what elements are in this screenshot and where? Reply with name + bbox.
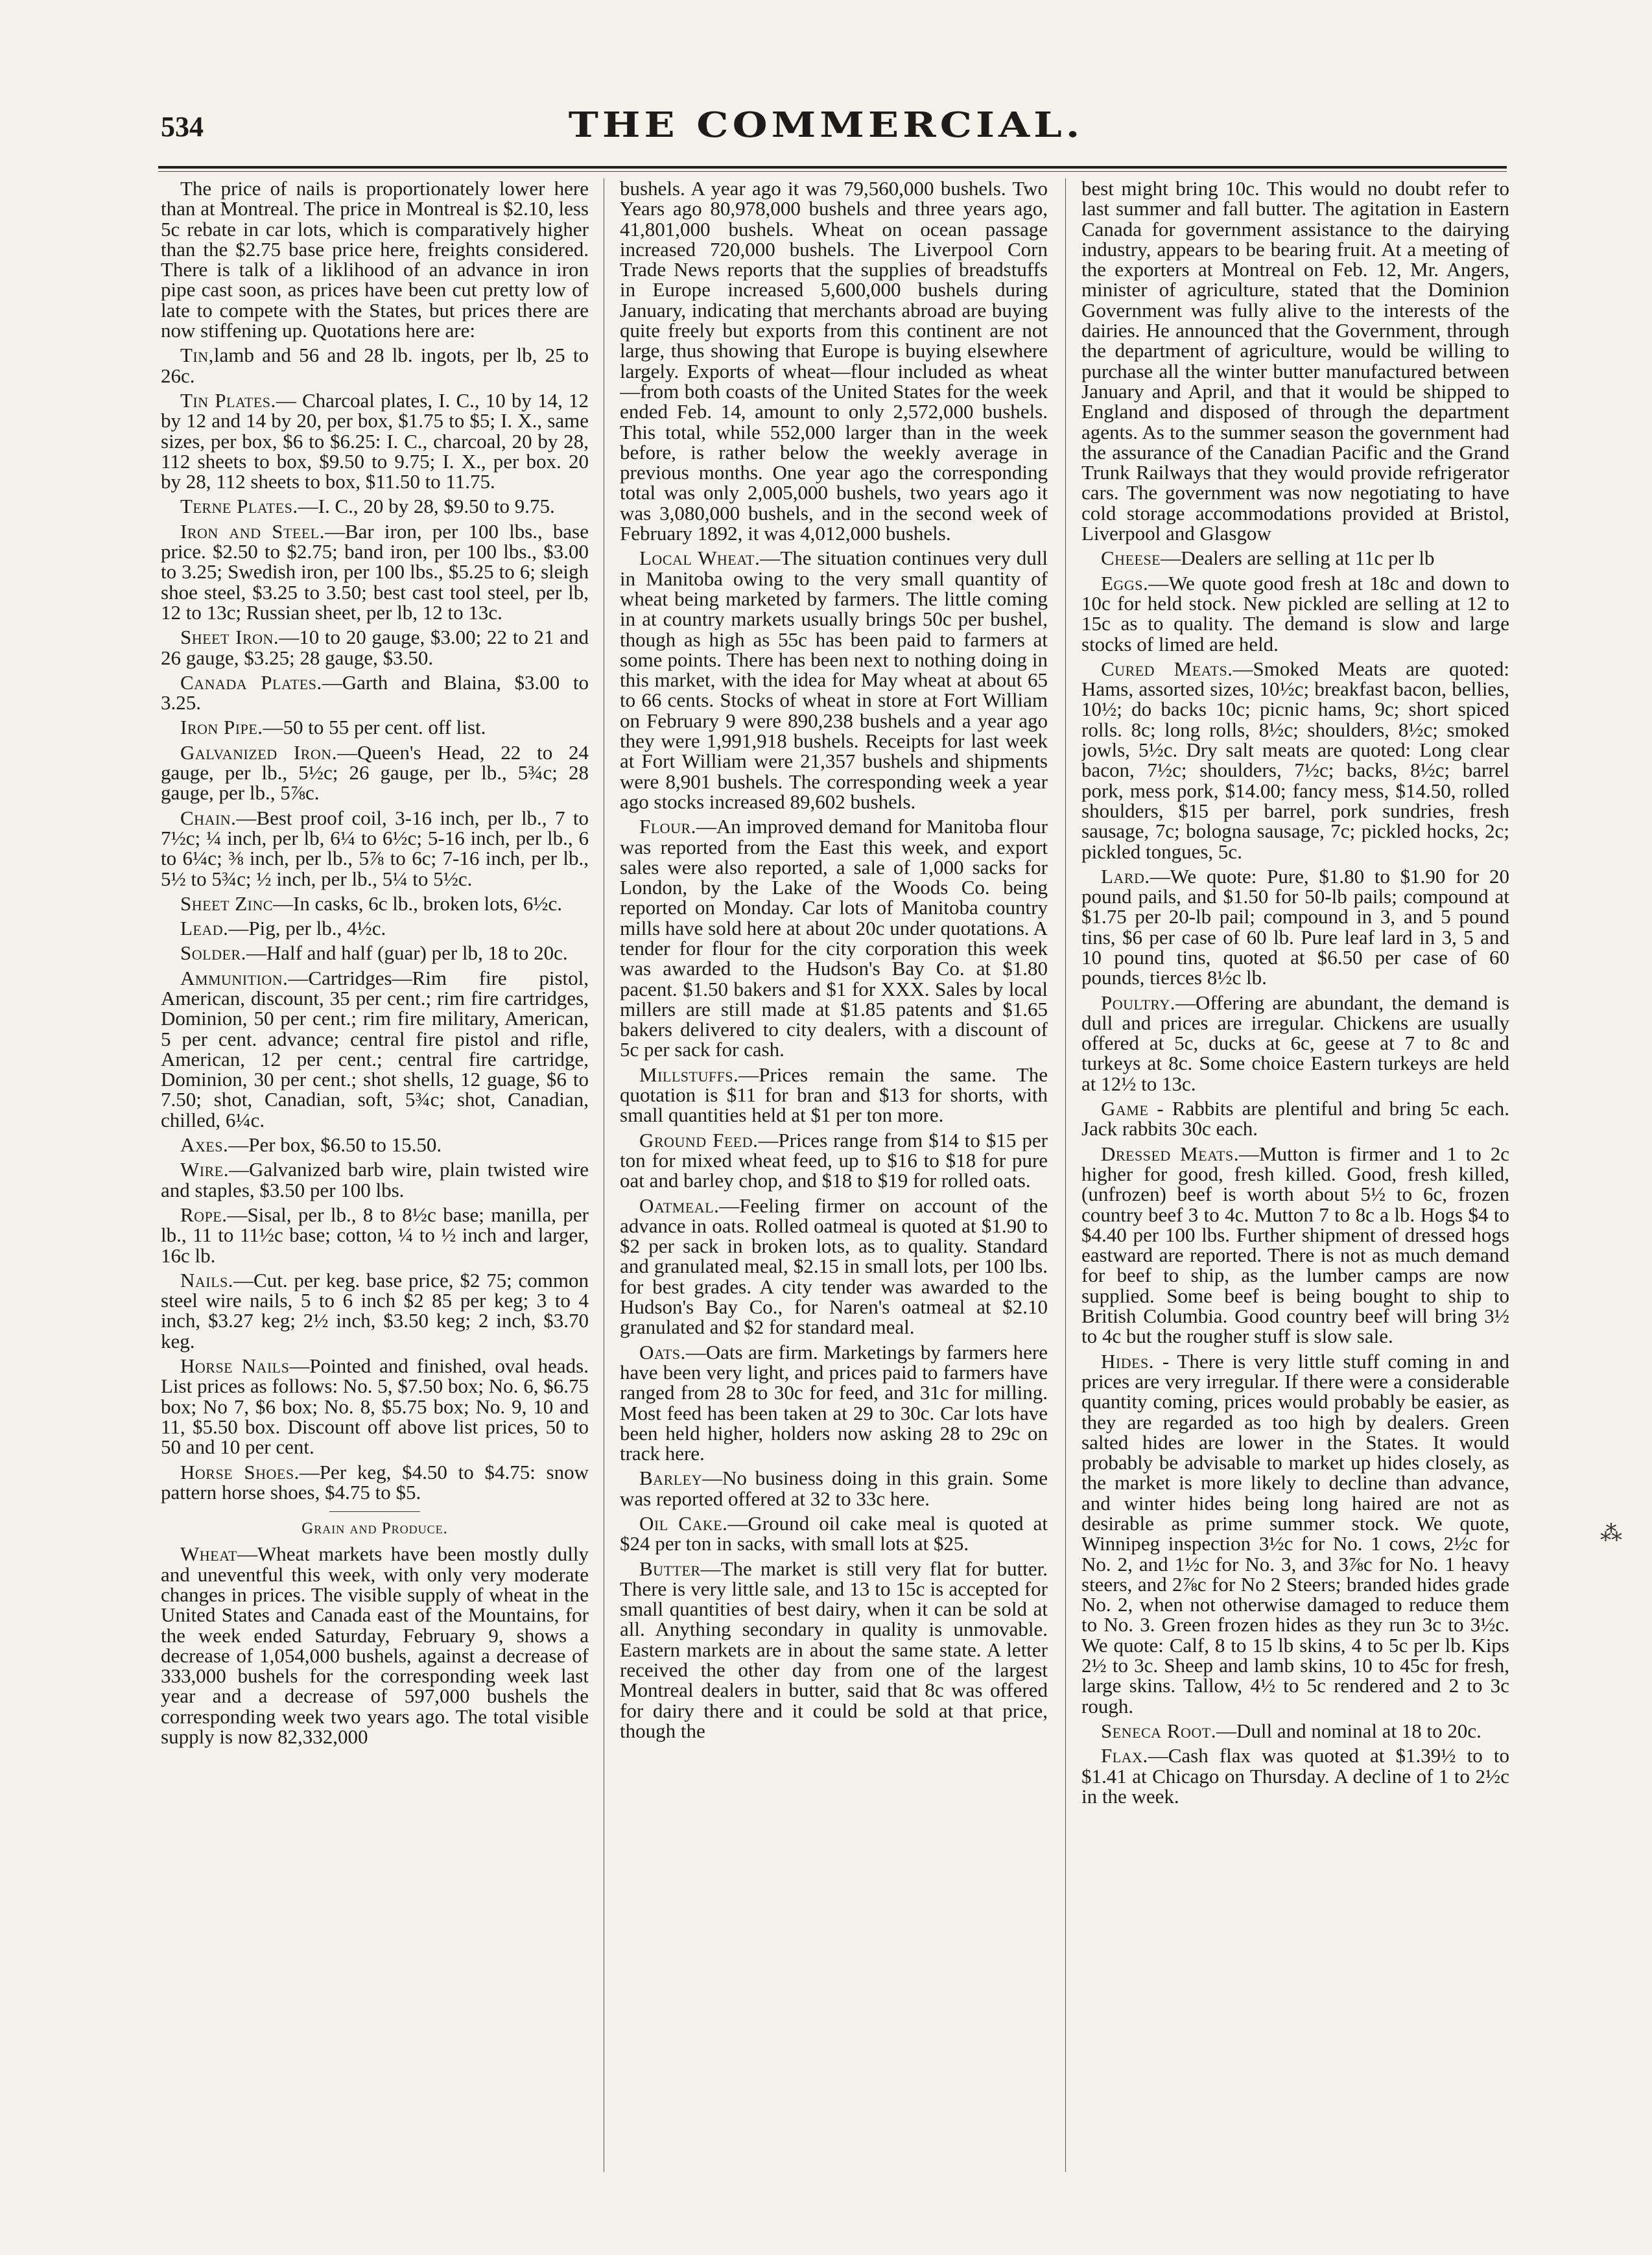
paragraph-text: - Rabbits are plentiful and bring 5c each. Jack rabbits 30c each. — [1081, 1097, 1509, 1140]
paragraph-heading: Sheet Zinc — [180, 891, 274, 915]
paragraph-text: —Bar iron, per 100 lbs., base price. $2.50 to $2.75; band iron, per 100 lbs., $3.00 to 3.25; Swedish iron, per 100 lbs., $5.25 to 6; sleigh shoe steel, $3.25 to 3.50; best cast tool steel, per lb, 12 to 13c; Russian sheet, per lb, 12 to 13c. — [161, 519, 589, 624]
column-1 — [161, 178, 589, 2175]
header-rule-thin — [158, 171, 1507, 172]
paragraph-heading: Terne Plates. — [180, 495, 298, 518]
paragraph-text: —Sisal, per lb., 8 to 8½c base; manilla, per lb., 11 to 11½c base; cotton, ¼ to ½ inch and larger, 16c lb. — [161, 1203, 589, 1267]
column-2 — [620, 178, 1048, 2175]
paragraph-heading: Canada Plates. — [180, 670, 322, 694]
paragraph-heading: Poultry. — [1101, 991, 1175, 1014]
paragraph-text: —10 to 20 gauge, $3.00; 22 to 21 and 26 gauge, $3.25; 28 gauge, $3.50. — [161, 626, 589, 669]
paragraph-text: —Smoked Meats are quoted: Hams, assorted sizes, 10½c; breakfast bacon, bellies, 10½; do backs 10c; picnic hams, 9c; short spiced rolls. 8c; long rolls, 8½c; shoulders, 8½c; smoked jowls, 5½c. Dry salt meats are quoted: Long clear bacon, 7½c; shoulders, 7½c; backs, 8½c; barrel pork, mess pork, $14.00; fancy mess, $14.50, rolled shoulders, $15 per barrel, pork sundries, fresh sausage, 7c; bologna sausage, 7c; pickled hocks, 2c; pickled tongues, 5c. — [1081, 657, 1509, 863]
paragraph-heading: Iron Pipe. — [180, 716, 263, 739]
paragraph-text: The price of nails is proportionately lower here than at Montreal. The price in Montreal is $2.10, less 5c rebate in car lots, which is comparatively higher than the $2.75 base price here, freights considered. There is talk of a liklihood of an advance in iron pipe cast soon, as prices have been cut pretty low of late to compete with the States, but prices there are now stiffening up. Quotations here are: — [161, 178, 589, 342]
paragraph-text: —Offering are abundant, the demand is dull and prices are irregular. Chickens are usually offered at 5c, ducks at 6c, geese at 7 to 8c and turkeys at 8c. Some choice Eastern turkeys are held at 12½ to 13c. — [1081, 991, 1509, 1095]
paragraph-text: —Half and half (guar) per lb, 18 to 20c. — [246, 941, 568, 965]
paragraph-text: —Cartridges—Rim fire pistol, American, discount, 35 per cent.; rim fire cartridges, Dominion, 50 per cent.; rim fire military, American, 5 per cent. advance; central fire pistol and rifle, American, 12 per cent.; central fire cartridge, Dominion, 30 per cent.; shot shells, 12 guage, $6 to 7.50; shot, Canadian, soft, 5¾c; shot, Canadian, chilled, 6¼c. — [161, 966, 589, 1131]
article-paragraph — [620, 1342, 1048, 1464]
paragraph-heading: Rope. — [180, 1203, 228, 1226]
paragraph-heading: Lard. — [1101, 864, 1150, 888]
article-paragraph — [620, 1559, 1048, 1741]
article-paragraph — [161, 672, 589, 713]
paragraph-heading: Barley — [639, 1467, 703, 1490]
paragraph-text: — Charcoal plates, I. C., 10 by 14, 12 by 12 and 14 by 20, per box, $1.75 to $5; I. X., same sizes, per box, $6 to $6.25: I. C., charcoal, 20 by 28, 112 sheets to box, $9.50 to 9.75; I. X., per box. 20 by 28, 112 sheets to box, $11.50 to 11.75. — [161, 388, 589, 493]
article-paragraph — [1081, 573, 1509, 654]
article-paragraph — [161, 1270, 589, 1351]
paragraph-text: —Queen's Head, 22 to 24 gauge, per lb., 5½c; 26 gauge, per lb., 5¾c; 28 gauge, per lb., 5⅞c. — [161, 740, 589, 805]
article-paragraph — [1081, 993, 1509, 1094]
article-paragraph — [161, 1356, 589, 1457]
paragraph-text: —Pointed and finished, oval heads. List prices as follows: No. 5, $7.50 box; No. 6, $6.75 box; No 7, $6 box; No. 8, $5.75 box; No. 9, 10 and 11, $5.50 box. Discount off above list prices, 50 to 50 and 10 per cent. — [161, 1354, 589, 1459]
paragraph-heading: Seneca Root. — [1101, 1719, 1216, 1742]
paragraph-text: —Prices remain the same. The quotation is $11 for bran and $13 for shorts, with small quantities held at $1 per ton more. — [620, 1063, 1048, 1127]
paragraph-text: lamb and 56 and 28 lb. ingots, per lb, 25 to 26c. — [161, 344, 589, 387]
paragraph-heading: Chain. — [180, 806, 237, 829]
paragraph-heading: Sheet Iron. — [180, 626, 279, 649]
paragraph-text: —Pig, per lb., 4½c. — [228, 917, 386, 940]
paragraph-heading: Axes. — [180, 1133, 229, 1157]
article-paragraph — [161, 943, 589, 963]
article-paragraph — [1081, 1351, 1509, 1716]
paragraph-text: - There is very little stuff coming in and prices are very irregular. If there were a considerable quantity coming, prices would probably be easier, as they are regarded as too high by dealers. Green salted hides are lower in the States. It would probably be advisable to market up hides closely, as the market is more likely to decline than advance, and winter hides being long haired are not as desirable as prime summer stock. We quote, Winnipeg inspection 3½c for No. 1 cows, 2½c for No. 2, and 1½c for No. 3, and 3⅞c for No. 1 heavy steers, and 2⅞c for No 2 Steers; branded hides grade No. 2, when not otherwise damaged to reduce them to No. 3. Green frozen hides as they run 3c to 3½c. We quote: Calf, 8 to 15 lb skins, 4 to 5c per lb. Kips 2½ to 3c. Sheep and lamb skins, 10 to 45c for fresh, large skins. Tallow, 4½ to 5c rendered and 2 to 3c rough. — [1081, 1349, 1509, 1718]
paragraph-heading: Galvanized Iron. — [180, 740, 337, 764]
article-paragraph — [620, 178, 1048, 543]
article-paragraph — [161, 1462, 589, 1503]
article-paragraph — [620, 1513, 1048, 1554]
article-paragraph — [1081, 1144, 1509, 1347]
paragraph-text: —Dealers are selling at 11c per lb — [1161, 547, 1435, 570]
article-paragraph — [1081, 548, 1509, 568]
paragraph-heading: Solder. — [180, 941, 246, 965]
article-paragraph — [161, 390, 589, 491]
header-rule — [158, 166, 1507, 169]
article-paragraph — [620, 1130, 1048, 1191]
paragraph-heading: Local Wheat. — [639, 547, 761, 570]
paragraph-text: —Garth and Blaina, $3.00 to 3.25. — [161, 670, 589, 714]
paragraph-text: —The situation continues very dull in Manitoba owing to the very small quantity of wheat being marketed by farmers. The little coming in at country markets usually brings 50c per bushel, though as high as 55c has been paid to farmers at some points. There has been next to nothing doing in this market, with the idea for May wheat at about 65 to 66 cents. Stocks of wheat in store at Fort William on February 9 were 890,238 bushels and a year ago they were 1,991,918 bushels. Receipts for last week at Fort William were 21,357 bushels and shipments were 8,901 bushels. The corresponding week a year ago stocks increased 89,602 bushels. — [620, 547, 1048, 813]
paragraph-text: —Oats are firm. Marketings by farmers here have been very light, and prices paid to farmers have ranged from 28 to 30c for feed, and 31c for milling. Most feed has been taken at 29 to 30c. Car lots have been held higher, holders now asking 28 to 29c on track here. — [620, 1340, 1048, 1465]
article-paragraph — [161, 345, 589, 386]
paragraph-text: —Cut. per keg. base price, $2 75; common steel wire nails, 5 to 6 inch $2 85 per keg; 3 to 4 inch, $3.27 keg; 2½ inch, $3.50 keg; 2 inch, $3.70 keg. — [161, 1268, 589, 1352]
article-paragraph — [620, 1196, 1048, 1338]
article-paragraph — [161, 1544, 589, 1747]
article-paragraph — [620, 1468, 1048, 1509]
paragraph-text: —In casks, 6c lb., broken lots, 6½c. — [273, 891, 563, 915]
article-paragraph — [1081, 866, 1509, 988]
paragraph-text: —50 to 55 per cent. off list. — [263, 716, 486, 739]
paragraph-text: —Cash flax was quoted at $1.39½ to to $1.41 at Chicago on Thursday. A decline of 1 to 2½c in the week. — [1081, 1744, 1509, 1808]
article-paragraph — [1081, 1745, 1509, 1806]
article-paragraph — [1081, 659, 1509, 862]
masthead: THE COMMERCIAL. — [568, 104, 1084, 145]
paragraph-text: —We quote: Pure, $1.80 to $1.90 for 20 pound pails, and $1.50 for 50-lb pails; compound at $1.75 per 20-lb pail; compound in 3, and 5 pound tins, $6 per case of 60 lb. Pure leaf lard in 3, 5 and 10 pound tins, quoted at $6.50 per case of 60 pounds, tierces 8½c lb. — [1081, 864, 1509, 989]
paragraph-heading: Cured Meats. — [1101, 657, 1233, 680]
paragraph-heading: Hides. — [1101, 1349, 1155, 1373]
paragraph-heading: Game — [1101, 1097, 1149, 1120]
paragraph-heading: Millstuffs. — [639, 1063, 739, 1086]
paragraph-heading: Iron and Steel. — [180, 519, 325, 543]
article-paragraph — [620, 816, 1048, 1060]
article-paragraph — [620, 548, 1048, 812]
article-paragraph — [161, 1205, 589, 1266]
paragraph-heading: Wire. — [180, 1158, 229, 1181]
paragraph-heading: Ground Feed. — [639, 1128, 759, 1151]
article-paragraph — [1081, 1098, 1509, 1139]
article-paragraph — [161, 808, 589, 889]
paragraph-heading: Ammunition. — [180, 966, 289, 989]
paragraph-text: —Per box, $6.50 to 15.50. — [228, 1133, 442, 1157]
article-paragraph — [161, 968, 589, 1130]
article-paragraph — [161, 1135, 589, 1155]
paragraph-heading: Oatmeal. — [639, 1194, 720, 1217]
paragraph-heading: Horse Nails — [180, 1354, 290, 1378]
paragraph-heading: Oats. — [639, 1340, 686, 1364]
paragraph-text: —Per keg, $4.50 to $4.75: snow pattern horse shoes, $4.75 to $5. — [161, 1460, 589, 1504]
paragraph-heading: Tin Plates. — [180, 388, 276, 412]
paragraph-text: —The market is still very flat for butter. There is very little sale, and 13 to 15c is accepted for small quantities of best dairy, when it can be sold at all. Anything secondary in quality is unmovable. Eastern markets are in about the same state. A letter received the other day from one of the largest Montreal dealers in butter, said that 8c was offered for dairy there and it could be sold at that price, though the — [620, 1557, 1048, 1742]
paragraph-heading: Oil Cake. — [639, 1512, 728, 1535]
paragraph-heading: Flax. — [1101, 1744, 1148, 1767]
column-divider — [1065, 178, 1066, 2172]
paragraph-heading: Tin, — [180, 344, 214, 367]
paragraph-text: —We quote good fresh at 18c and down to 10c for held stock. New pickled are selling at 12 to 15c as to quality. The demand is slow and large stocks of limed are held. — [1081, 571, 1509, 655]
paragraph-text: bushels. A year ago it was 79,560,000 bushels. Two Years ago 80,978,000 bushels and three years ago, 41,801,000 bushels. Wheat on ocean passage increased 720,000 bushels. The Liverpool Corn Trade News reports that the supplies of breadstuffs in Europe increased 5,600,000 bushels during January, indicating that merchants abroad are buying quite freely but exports from this continent are not large, thus showing that Europe is buying elsewhere largely. Exports of wheat—flour included as wheat—from both coasts of the United States for the week ended Feb. 14, amount to only 2,572,000 bushels. This total, while 552,000 larger than in the week before, is rather below the weekly average in previous months. One year ago the corresponding total was only 2,005,000 bushels, two years ago it was 3,080,000 bushels, and in the second week of February 1892, it was 4,012,000 bushels. — [620, 178, 1048, 545]
paragraph-heading: Cheese — [1101, 547, 1161, 570]
column-3 — [1081, 178, 1509, 2175]
article-paragraph — [161, 627, 589, 668]
article-paragraph — [161, 521, 589, 622]
paragraph-heading: Flour. — [639, 815, 696, 838]
article-paragraph — [1081, 1721, 1509, 1741]
paragraph-text: —Best proof coil, 3-16 inch, per lb., 7 to 7½c; ¼ inch, per lb, 6¼ to 6½c; 5-16 inch, per lb., 6 to 6¼c; ⅜ inch, per lb., 5⅞ to 6c; 7-16 inch, per lb., 5½ to 5¾c; ½ inch, per lb., 5¼ to 5½c. — [161, 806, 589, 890]
paragraph-heading: Nails. — [180, 1268, 234, 1292]
paragraph-heading: Horse Shoes. — [180, 1460, 300, 1483]
article-paragraph — [161, 918, 589, 938]
article-paragraph — [161, 178, 589, 340]
section-heading: Grain and Produce. — [161, 1511, 589, 1539]
paragraph-text: —An improved demand for Manitoba flour was reported from the East this week, and export sales were also reported, a sale of 1,000 sacks for London, by the Lake of the Woods Co. being reported on Monday. Car lots of Manitoba country mills have sold here at about 20c under quotations. A tender for flour for the city corporation this week was awarded to the Hudson's Bay Co. at $1.80 pacent. $1.50 bakers and $1 for XXX. Sales by local millers are still made at $1.85 patents and $1.65 bakers delivered to city dealers, with a discount of 5c per sack for cash. — [620, 815, 1048, 1061]
paragraph-heading: Wheat — [180, 1542, 237, 1566]
paragraph-text: —Dull and nominal at 18 to 20c. — [1216, 1719, 1481, 1742]
paragraph-text: —Feeling firmer on account of the advance in oats. Rolled oatmeal is quoted at $1.90 to $2 per sack in broken lots, as to quality. Standard and granulated meal, $2.15 in small lots, per 100 lbs. for best grades. A city tender was awarded to the Hudson's Bay Co., for Naren's oatmeal at $2.10 granulated and $2 for standard meal. — [620, 1194, 1048, 1339]
article-paragraph — [161, 496, 589, 516]
paragraph-text: —Ground oil cake meal is quoted at $24 per ton in sacks, with small lots at $25. — [620, 1512, 1048, 1555]
paragraph-text: —Galvanized barb wire, plain twisted wire and staples, $3.50 per 100 lbs. — [161, 1158, 589, 1201]
paragraph-text: best might bring 10c. This would no doubt refer to last summer and fall butter. The agitation in Eastern Canada for government assistance to the dairying industry, appears to be bearing fruit. At a meeting of the exporters at Montreal on Feb. 12, Mr. Angers, minister of agriculture, stated that the Dominion Government was fully alive to the interests of the dairies. He announced that the Government, through the department of agriculture, would be willing to purchase all the winter butter manufactured between January and April, and that it would be shipped to England and disposed of through the department agents. As to the summer season the government had the assurance of the Canadian Pacific and the Grand Trunk Railways that they would provide refrigerator cars. The government was now negotiating to have cold storage accommodations provided at Bristol, Liverpool and Glasgow — [1081, 178, 1509, 545]
article-paragraph — [161, 1159, 589, 1200]
article-paragraph — [620, 1065, 1048, 1126]
margin-mark-icon: ⁂ — [1600, 1522, 1622, 1546]
paragraph-heading: Eggs. — [1101, 571, 1149, 595]
paragraph-text: —I. C., 20 by 28, $9.50 to 9.75. — [298, 495, 555, 518]
page-number: 534 — [161, 111, 204, 143]
paragraph-text: —Mutton is firmer and 1 to 2c higher for good, fresh killed. Good, fresh killed, (unfrozen) beef is worth about 5½ to 6c, frozen country beef 3 to 4c. Mutton 7 to 8c a lb. Hogs $4 to $4.40 per 100 lbs. Further shipment of dressed hogs eastward are reported. There is not as much demand for beef to ship, as the lumber camps are now supplied. Some beef is being bought to ship to British Columbia. Good country beef will bring 3½ to 4c but the rougher stuff is slow sale. — [1081, 1142, 1509, 1348]
article-paragraph — [161, 893, 589, 914]
paragraph-heading: Lead. — [180, 917, 229, 940]
paragraph-heading: Butter — [639, 1557, 701, 1580]
paragraph-heading: Dressed Meats. — [1101, 1142, 1239, 1165]
paragraph-text: —Prices range from $14 to $15 per ton for mixed wheat feed, up to $16 to $18 for pure oat and barley chop, and $18 to $19 for rolled oats. — [620, 1128, 1048, 1192]
article-paragraph — [1081, 178, 1509, 543]
article-paragraph — [161, 717, 589, 737]
article-paragraph — [161, 742, 589, 803]
paragraph-text: —No business doing in this grain. Some was reported offered at 32 to 33c here. — [620, 1467, 1048, 1510]
paragraph-text: —Wheat markets have been mostly dully and uneventful this week, with only very moderate changes in prices. The visible supply of wheat in the United States and Canada east of the Mountains, for the week ended Saturday, February 9, shows a decrease of 1,054,000 bushels, against a decrease of 333,000 bushels for the corresponding week last year and a decrease of 597,000 bushels the corresponding week two years ago. The total visible supply is now 82,332,000 — [161, 1542, 589, 1749]
